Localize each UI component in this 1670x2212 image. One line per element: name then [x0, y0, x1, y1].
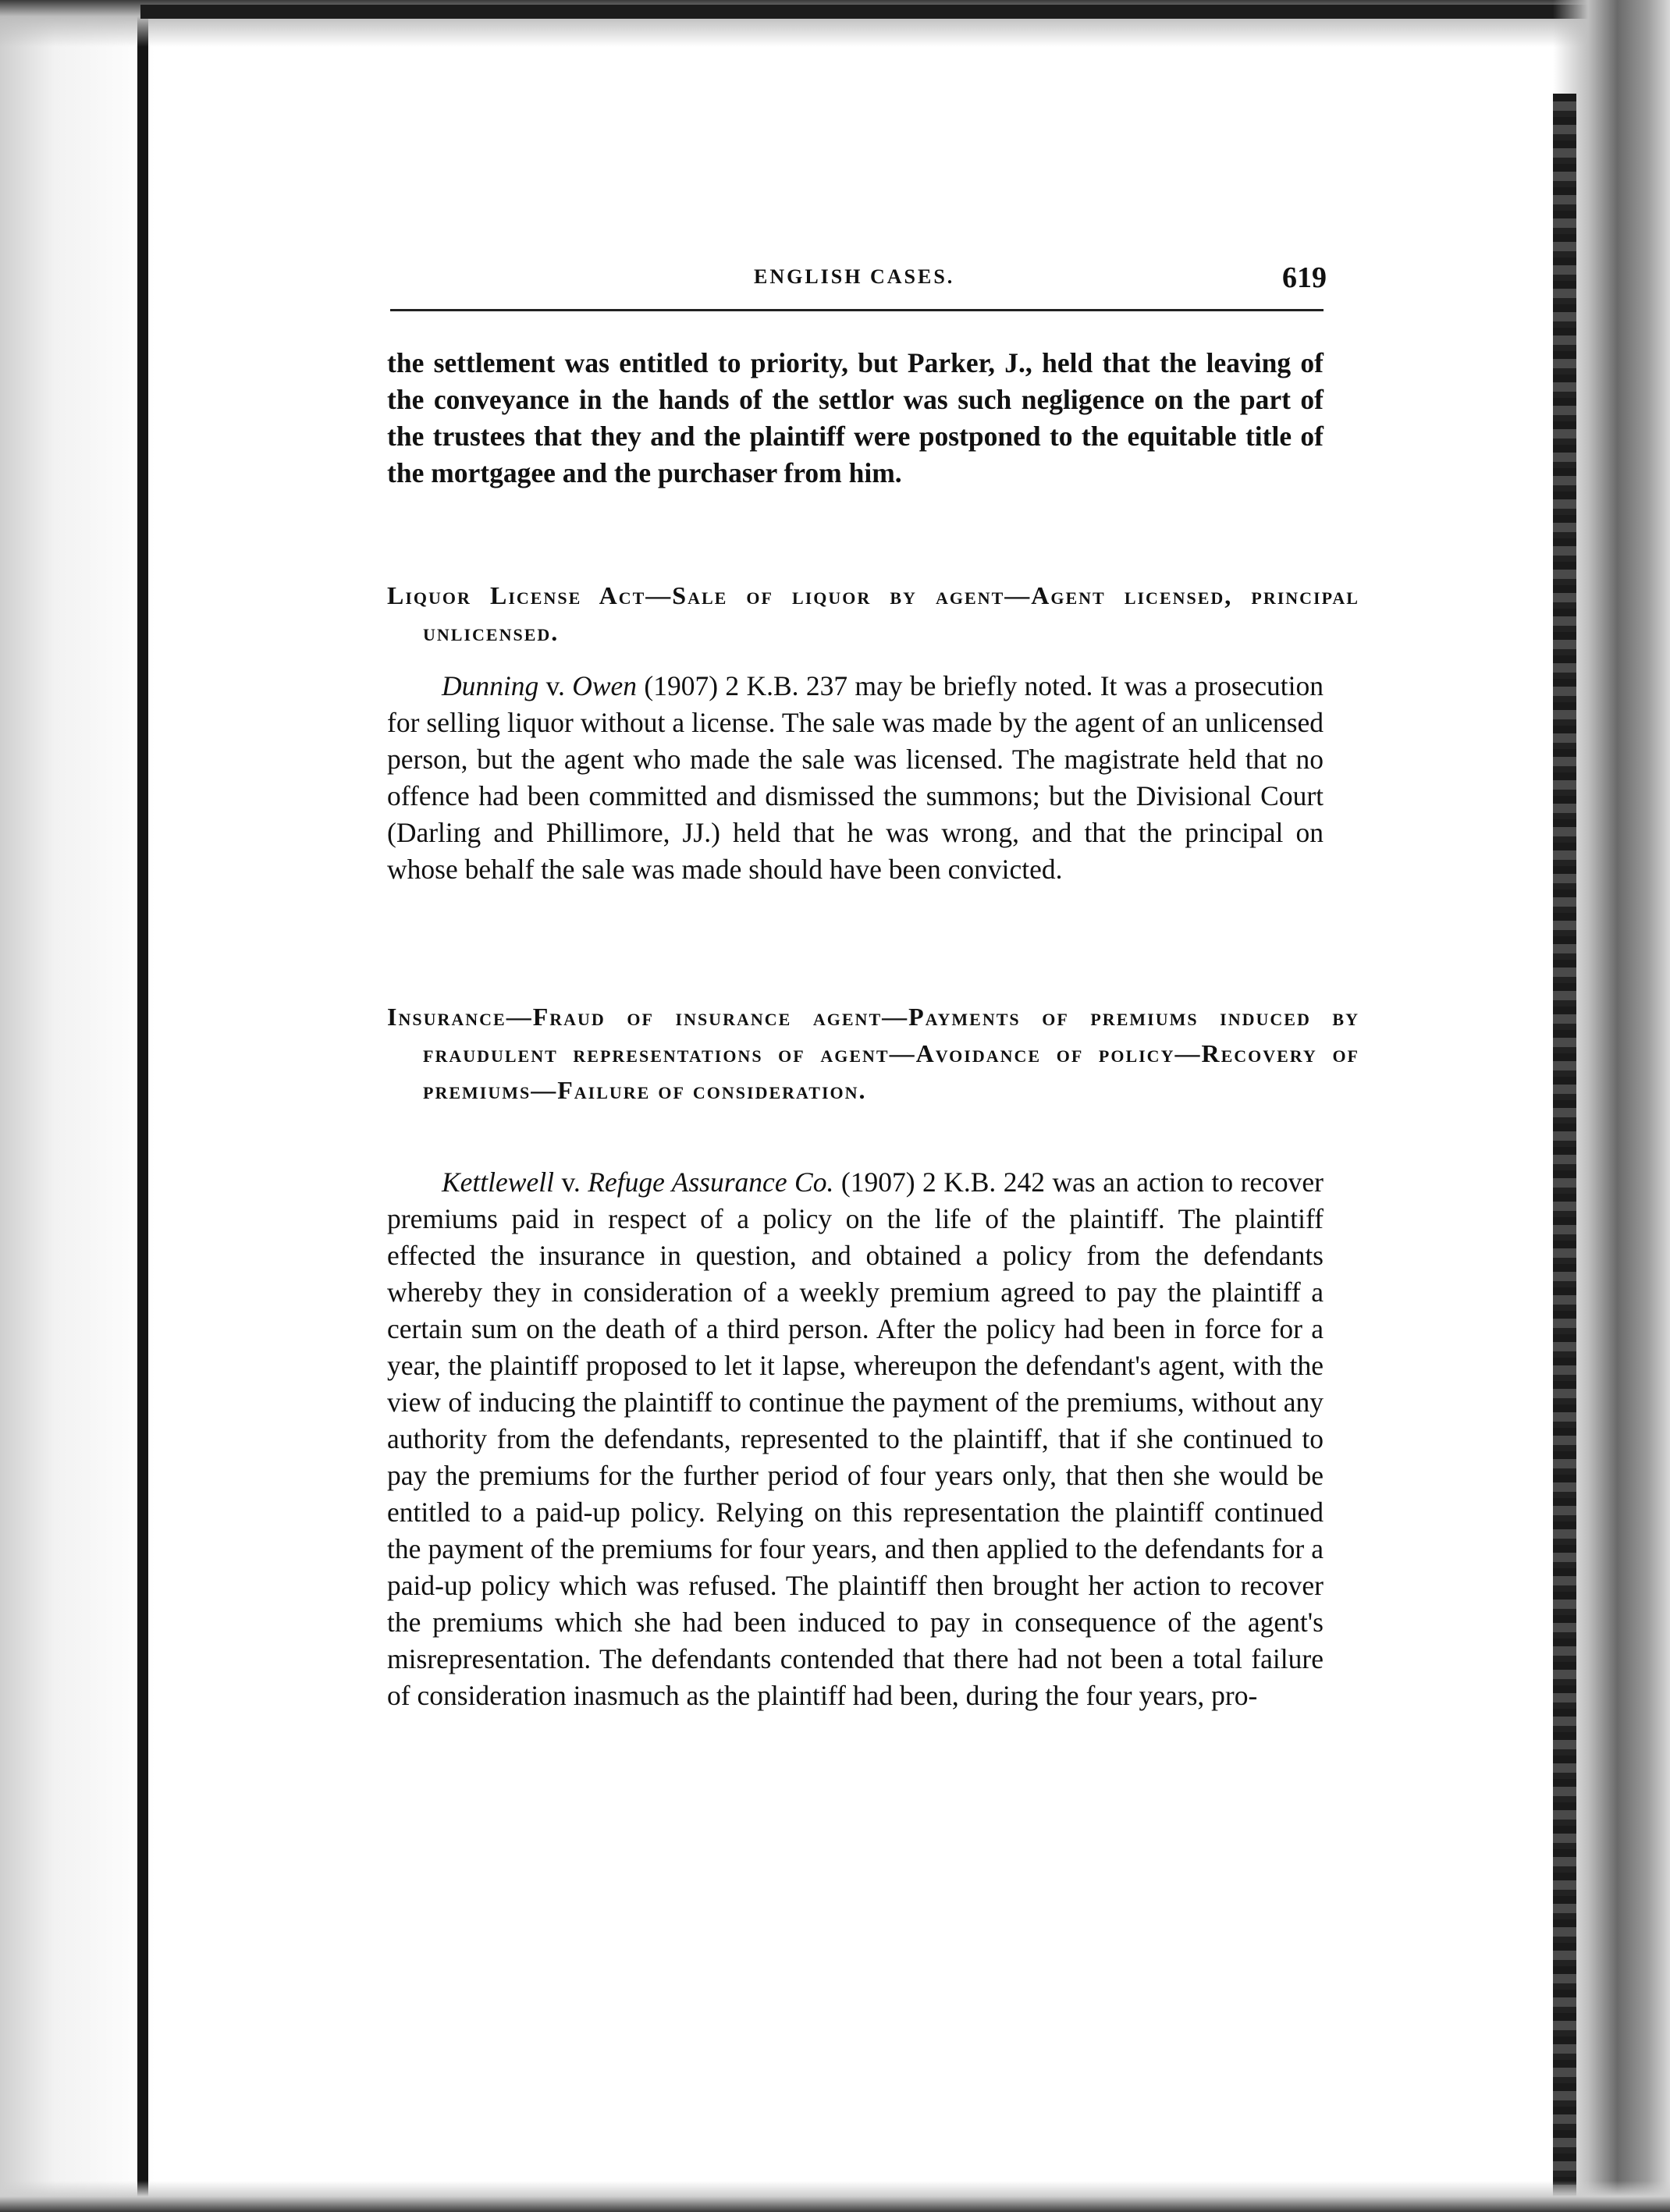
case-versus: v. [553, 1166, 588, 1198]
case-body: (1907) 2 K.B. 242 was an action to recover premiums paid in respect of a policy on the life of the plaintiff. The plaintiff effected the insurance in question, and obtained a policy from the defendants whereby they in consideration of a weekly premium agreed to pay the plaintiff a certain sum on the death of a third person. After the policy had been in force for a year, the plaintiff proposed to let it lapse, whereupon the defendant's agent, with the view of inducing the plaintiff to continue the payment of the premiums, without any authority from the defendants, represented to the plaintiff, that if she continued to pay the premiums for the further period of four years only, that then she would be entitled to a paid-up policy. Relying on this representation the plaintiff continued the payment of the premiums for four years, and then applied to the defendants for a paid-up policy which was refused. The plaintiff then brought her action to recover the premiums which she had been induced to pay in consequence of the agent's misrepresentation. The defendants contended that there had not been a total failure of consideration inasmuch as the plaintiff had been, during the four years, pro- [387, 1166, 1324, 1711]
page-header [390, 261, 1327, 300]
case-body: (1907) 2 K.B. 237 may be briefly noted. It was a prosecution for selling liquor without a license. The sale was made by the agent of an unlicensed person, but the agent who made the sale was licensed. The magistrate held that no offence had been committed and dismissed the summons; but the Divisional Court (Darling and Phillimore, JJ.) held that he was wrong, and that the principal on whose behalf the sale was made should have been convicted. [387, 670, 1324, 885]
scan-shadow-left [0, 0, 156, 2212]
header-rule [390, 309, 1324, 311]
section-heading-insurance: Insurance—Fraud of insurance agent—Payments of premiums induced by fraudulent representations of agent—Avoidance of policy—Recovery of premiums—Failure of consideration. [387, 1003, 1359, 1104]
paragraph-kettlewell [387, 1164, 1324, 1714]
case-name-defendant: Refuge Assurance Co. [588, 1166, 834, 1198]
case-versus: v. [538, 670, 573, 701]
scan-binding-edge [137, 16, 148, 2200]
case-name-plaintiff: Dunning [442, 670, 539, 701]
case-name-plaintiff: Kettlewell [442, 1166, 554, 1198]
running-head: ENGLISH CASES. [754, 265, 955, 288]
case-name-defendant: Owen [572, 670, 638, 701]
paragraph-continuation: the settlement was entitled to priority, but Parker, J., held that the leaving of the conveyance in the hands of the settlor was such negligence on the part of the trustees that they and the plaintiff were postponed to the equitable title of the mortgagee and the purchaser from him. [387, 347, 1324, 488]
paragraph-dunning-v-owen [387, 668, 1324, 888]
section-heading-liquor: Liquor License Act—Sale of liquor by agent—Agent licensed, principal unlicensed. [387, 581, 1359, 646]
scan-shadow-bottom [0, 2181, 1670, 2212]
scan-page-stack-edge [1553, 94, 1576, 2200]
scan-top-edge [140, 5, 1662, 19]
page-number: 619 [1282, 261, 1327, 294]
